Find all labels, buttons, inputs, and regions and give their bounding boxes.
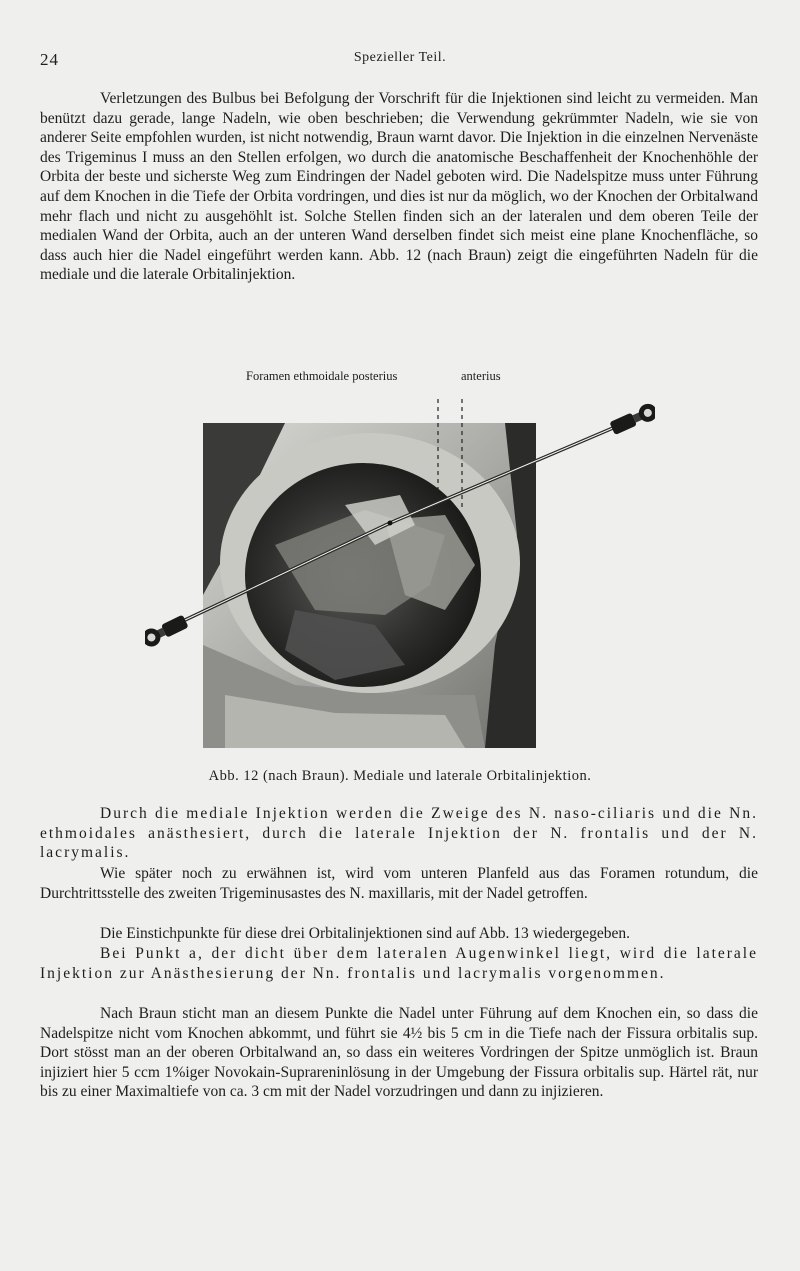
point-a-text: Bei Punkt a, der dicht über dem lateralen Augenwinkel liegt, wird die laterale Injektion zur Anästhesierung der Nn. frontalis und lacrymalis vorgenommen.	[40, 945, 758, 982]
orbit-skull-illustration	[145, 395, 655, 755]
paragraph-point-a	[40, 944, 758, 983]
page-number: 24	[40, 50, 59, 69]
paragraph-braun-technique: Nach Braun sticht man an diesem Punkte die Nadel unter Führung auf dem Knochen ein, so dass die Nadelspitze nicht vom Knochen abkommt, und führt sie 4½ bis 5 cm in die Tiefe nach der Fissura orbitalis sup. Dort stösst man an der oberen Orbitalwand an, so dass ein weiteres Vordringen der Spitze unmöglich ist. Braun injiziert hier 5 ccm 1%iger Novokain-Suprareninlösung in der Umgebung der Fissura orbitalis sup. Härtel rät, nur bis zu einer Maximaltiefe von ca. 3 cm mit der Nadel vorzudringen und dann zu injizieren.	[40, 1005, 758, 1101]
running-head: Spezieller Teil.	[353, 50, 447, 65]
paragraph-injection-rules: Verletzungen des Bulbus bei Befolgung der Vorschrift für die Injektionen sind leicht zu vermeiden. Man benützt dazu gerade, lange Nadeln, wie oben beschrieben; die Verwendung gekrümmter Nadeln, wie sie von anderer Seite empfohlen wurden, ist nicht notwendig, Braun warnt davor. Die Injektion in die einzelnen Nervenäste des Trigeminus I muss an den Stellen erfolgen, wo durch die anatomische Beschaffenheit der Knochenhöhle der Orbita der beste und sicherste Weg zum Eindringen der Nadel geboten wird. Die Nadelspitze muss unter Führung auf dem Knochen in die Tiefe der Orbita vordringen, und dies ist nur da möglich, wo der Knochen der Orbitalwand mehr flach und nicht zu ausgehöhlt ist. Solche Stellen finden sich an der lateralen und dem oberen Teile der medialen Wand der Orbita, auch an der unteren Wand derselben findet sich meist eine plane Knochenfläche, so dass auch hier die Nadel eingeführt werden kann. Abb. 12 (nach Braun) zeigt die eingeführten Nadeln für die mediale und die laterale Orbitalinjektion.	[40, 90, 758, 284]
paragraph-insertion-points: Die Einstichpunkte für diese drei Orbitalinjektionen sind auf Abb. 13 wiedergegeben.	[100, 925, 631, 942]
paragraph-foramen-rotundum: Wie später noch zu erwähnen ist, wird vom unteren Planfeld aus das Foramen rotundum, die Durchtrittsstelle des zweiten Trigeminusastes des N. maxillaris, mit der Nadel getroffen.	[40, 865, 758, 902]
medial-injection-text: Durch die mediale Injektion werden die Zweige des N. naso-ciliaris und die Nn. ethmoidales anästhesiert, durch die laterale Injektion der N. frontalis und der N. lacrymalis.	[40, 805, 758, 862]
figure-labels	[0, 369, 800, 389]
label-anterius: anterius	[461, 369, 501, 383]
label-foramen-posterius: Foramen ethmoidale posterius	[246, 369, 398, 383]
figure-orbital-injection	[145, 395, 655, 755]
figure-caption: Abb. 12 (nach Braun). Mediale und laterale Orbitalinjektion.	[208, 768, 592, 784]
paragraph-medial-injection	[40, 804, 758, 863]
